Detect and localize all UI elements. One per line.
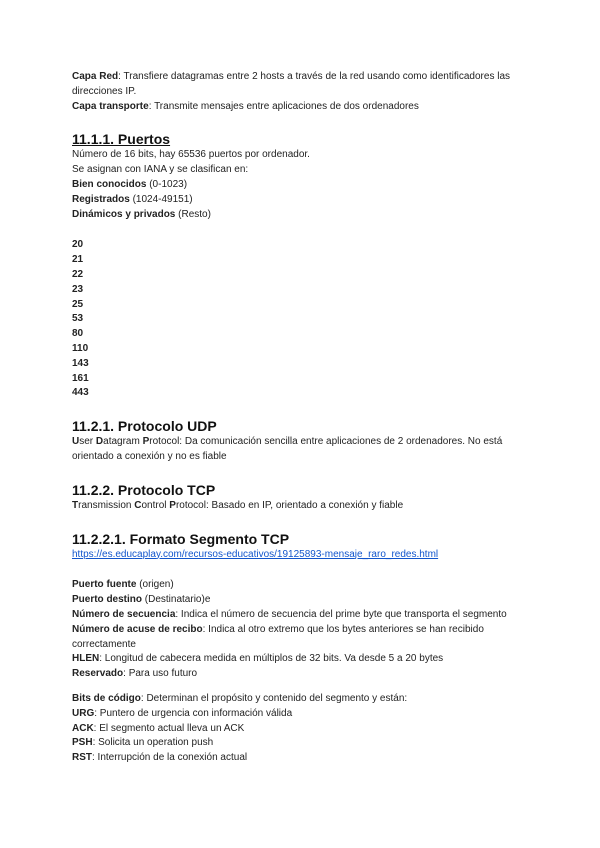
port-number: 143 — [72, 357, 89, 369]
capa-transporte-paragraph: Capa transporte: Transmite mensajes entre aplicaciones de dos ordenadores — [72, 100, 419, 112]
puertos-line-1: Número de 16 bits, hay 65536 puertos por ordenador. — [72, 149, 310, 161]
port-number: 53 — [72, 313, 84, 325]
field-puerto-destino: Puerto destino (Destinatario)e — [72, 594, 211, 606]
bit-ack: ACK: El segmento actual lleva un ACK — [72, 722, 245, 734]
field-reservado: Reservado: Para uso futuro — [72, 668, 198, 680]
port-number: 25 — [72, 298, 84, 310]
field-numero-acuse: Número de acuse de recibo: Indica al otro extremo que los bytes anteriores se han recibido correctamente — [72, 623, 484, 650]
capa-red-paragraph: Capa Red: Transfiere datagramas entre 2 hosts a través de la red usando como identificadores las direcciones IP. — [72, 71, 511, 97]
tcp-description: Transmission Control Protocol: Basado en IP, orientado a conexión y fiable — [72, 499, 404, 511]
port-number: 23 — [72, 283, 84, 295]
bit-urg: URG: Puntero de urgencia con información válida — [72, 707, 293, 719]
educaplay-link[interactable]: https://es.educaplay.com/recursos-educativos/19125893-mensaje_raro_redes.html — [72, 548, 439, 560]
bit-psh: PSH: Solicita un operation push — [72, 737, 214, 749]
port-number: 21 — [72, 254, 84, 266]
field-puerto-fuente: Puerto fuente (origen) — [72, 579, 174, 591]
port-number: 161 — [72, 372, 89, 384]
bits-codigo: Bits de código: Determinan el propósito y contenido del segmento y están: — [72, 692, 408, 704]
heading-tcp: 11.2.2. Protocolo TCP — [72, 481, 216, 498]
port-number: 20 — [72, 239, 84, 251]
category-registrados: Registrados (1024-49151) — [72, 193, 193, 205]
port-number: 80 — [72, 328, 84, 340]
port-list — [72, 238, 540, 401]
category-dinamicos: Dinámicos y privados (Resto) — [72, 208, 211, 220]
puertos-line-2: Se asignan con IANA y se clasifican en: — [72, 164, 249, 176]
heading-formato-segmento: 11.2.2.1. Formato Segmento TCP — [72, 530, 290, 547]
category-bien-conocidos: Bien conocidos (0-1023) — [72, 178, 188, 190]
port-number: 443 — [72, 387, 89, 399]
field-numero-secuencia: Número de secuencia: Indica el número de secuencia del prime byte que transporta el segmento — [72, 608, 507, 620]
port-number: 110 — [72, 342, 89, 354]
bit-rst: RST: Interrupción de la conexión actual — [72, 752, 248, 764]
heading-udp: 11.2.1. Protocolo UDP — [72, 418, 217, 435]
field-hlen: HLEN: Longitud de cabecera medida en múltiplos de 32 bits. Va desde 5 a 20 bytes — [72, 653, 444, 665]
port-number: 22 — [72, 268, 84, 280]
udp-description: User Datagram Protocol: Da comunicación sencilla entre aplicaciones de 2 ordenadores. No está orientado a conexión y no es fiable — [72, 436, 503, 462]
heading-puertos: 11.1.1. Puertos — [72, 131, 171, 148]
